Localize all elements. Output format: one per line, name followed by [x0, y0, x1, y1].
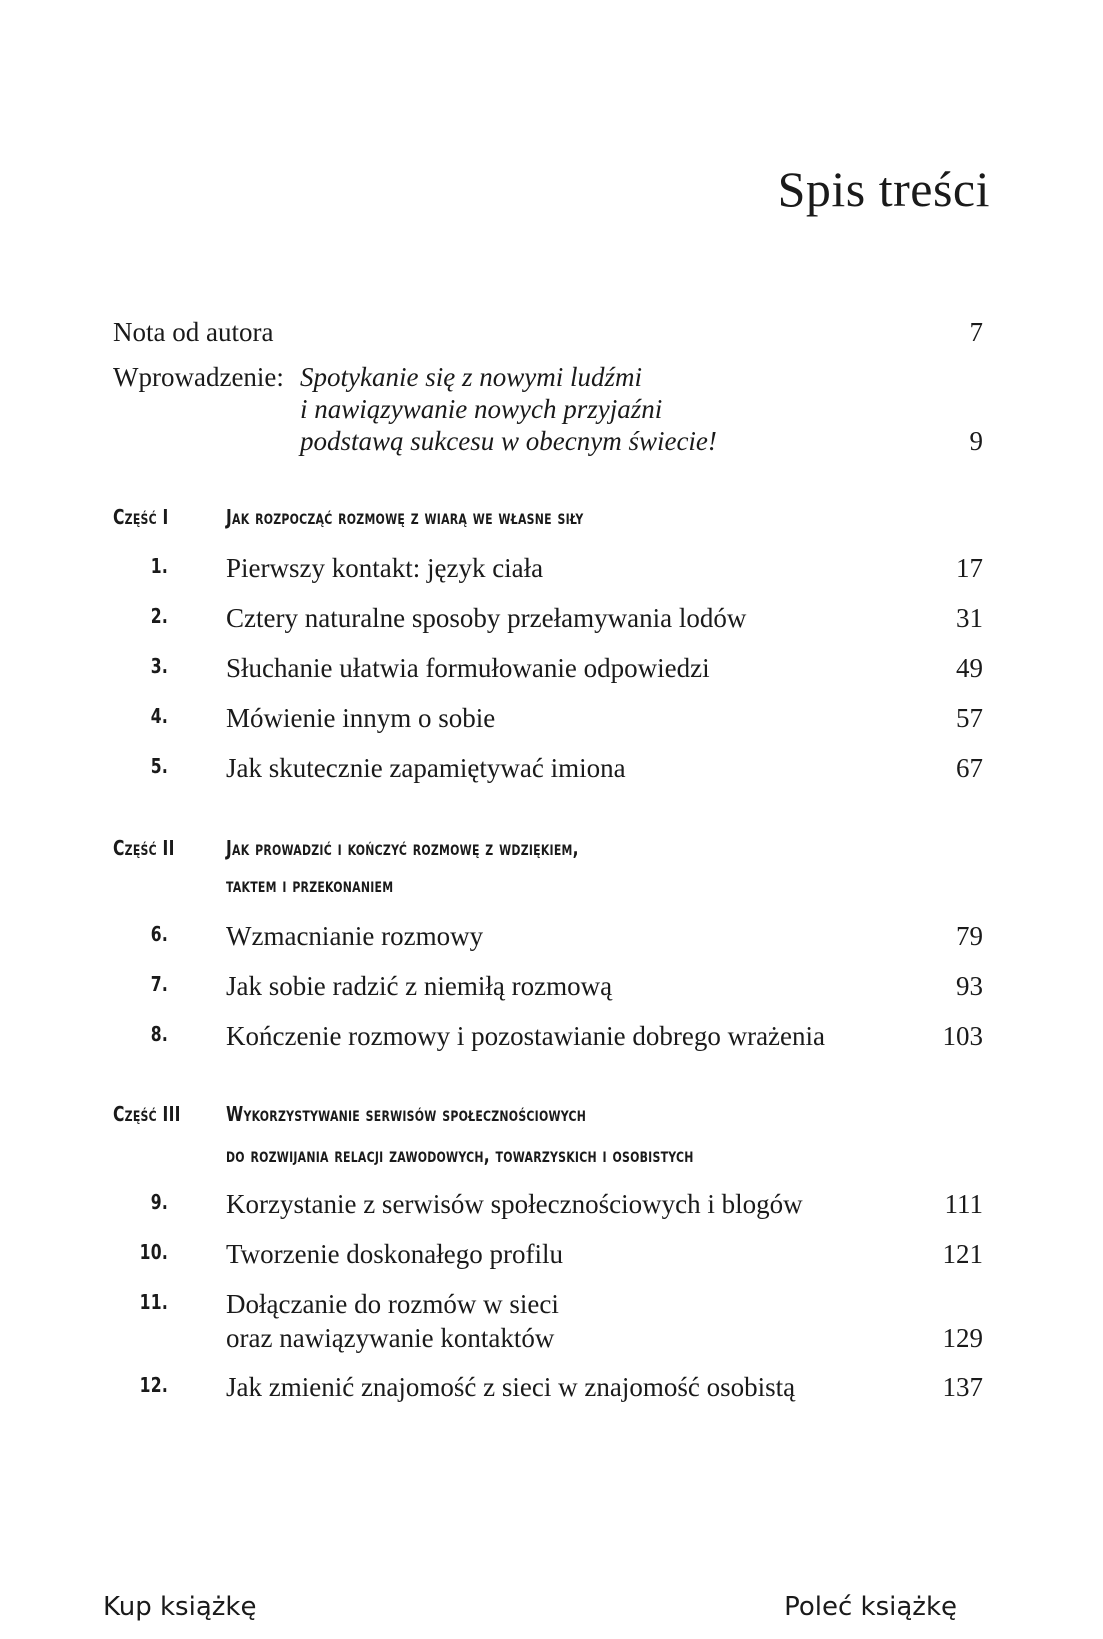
chapter-title: Korzystanie z serwisów społecznościowych i blogów	[226, 1189, 803, 1219]
chapter-title: Mówienie innym o sobie	[226, 703, 496, 733]
chapter-number: 5.	[150, 754, 168, 778]
buy-book-link[interactable]: Kup książkę	[103, 1592, 257, 1622]
chapter-page: 111	[944, 1189, 983, 1219]
recommend-book-link[interactable]: Poleć książkę	[784, 1592, 957, 1622]
chapter-title: Jak sobie radzić z niemiłą rozmową	[226, 971, 613, 1001]
part-label: Część II	[113, 836, 175, 860]
chapter-number: 10.	[139, 1240, 168, 1264]
chapter-number: 12.	[139, 1373, 168, 1397]
chapter-page: 49	[956, 653, 983, 683]
chapter-page: 129	[942, 1323, 983, 1353]
chapter-number: 7.	[150, 972, 168, 996]
part-label: Część I	[113, 505, 169, 529]
chapter-page: 31	[956, 603, 983, 633]
nota-label: Nota od autora	[113, 317, 274, 347]
chapter-page: 137	[942, 1372, 983, 1402]
chapter-number: 1.	[150, 554, 168, 578]
chapter-number: 3.	[150, 654, 168, 678]
chapter-title: Jak zmienić znajomość z sieci w znajomość osobistą	[226, 1372, 796, 1402]
chapter-title: Słuchanie ułatwia formułowanie odpowiedzi	[226, 653, 710, 683]
intro-line-1: Spotykanie się z nowymi ludźmi	[300, 362, 642, 392]
part-title: do rozwijania relacji zawodowych, towarzyskich i osobistych	[226, 1143, 694, 1167]
chapter-number: 8.	[150, 1022, 168, 1046]
chapter-page: 103	[942, 1021, 983, 1051]
part-label: Część III	[113, 1102, 181, 1126]
chapter-page: 79	[956, 921, 983, 951]
chapter-number: 11.	[139, 1290, 168, 1314]
part-title: Jak rozpocząć rozmowę z wiarą we własne siły	[226, 505, 584, 529]
intro-label: Wprowadzenie:	[113, 362, 284, 392]
chapter-number: 6.	[150, 922, 168, 946]
chapter-title: Jak skutecznie zapamiętywać imiona	[226, 753, 626, 783]
chapter-title: Pierwszy kontakt: język ciała	[226, 553, 544, 583]
chapter-page: 67	[956, 753, 983, 783]
chapter-page: 121	[942, 1239, 983, 1269]
chapter-title: Cztery naturalne sposoby przełamywania lodów	[226, 603, 747, 633]
chapter-title: Tworzenie doskonałego profilu	[226, 1239, 564, 1269]
chapter-number: 2.	[150, 604, 168, 628]
chapter-number: 4.	[150, 704, 168, 728]
chapter-title: Kończenie rozmowy i pozostawianie dobrego wrażenia	[226, 1021, 826, 1051]
chapter-title: Dołączanie do rozmów w sieci	[226, 1289, 559, 1319]
chapter-page: 93	[956, 971, 983, 1001]
page-title: Spis treści	[777, 161, 990, 217]
chapter-page: 57	[956, 703, 983, 733]
chapter-title-line-2: oraz nawiązywanie kontaktów	[226, 1323, 555, 1353]
nota-page: 7	[969, 317, 983, 347]
intro-line-2: i nawiązywanie nowych przyjaźni	[300, 394, 663, 424]
chapter-title: Wzmacnianie rozmowy	[226, 921, 484, 951]
chapter-page: 17	[956, 553, 983, 583]
chapter-number: 9.	[150, 1190, 168, 1214]
part-title: taktem i przekonaniem	[226, 873, 394, 897]
part-title: Wykorzystywanie serwisów społecznościowych	[226, 1102, 587, 1126]
intro-page: 9	[969, 426, 983, 456]
part-title: Jak prowadzić i kończyć rozmowę z wdziękiem,	[226, 836, 579, 860]
intro-line-3: podstawą sukcesu w obecnym świecie!	[300, 426, 717, 456]
